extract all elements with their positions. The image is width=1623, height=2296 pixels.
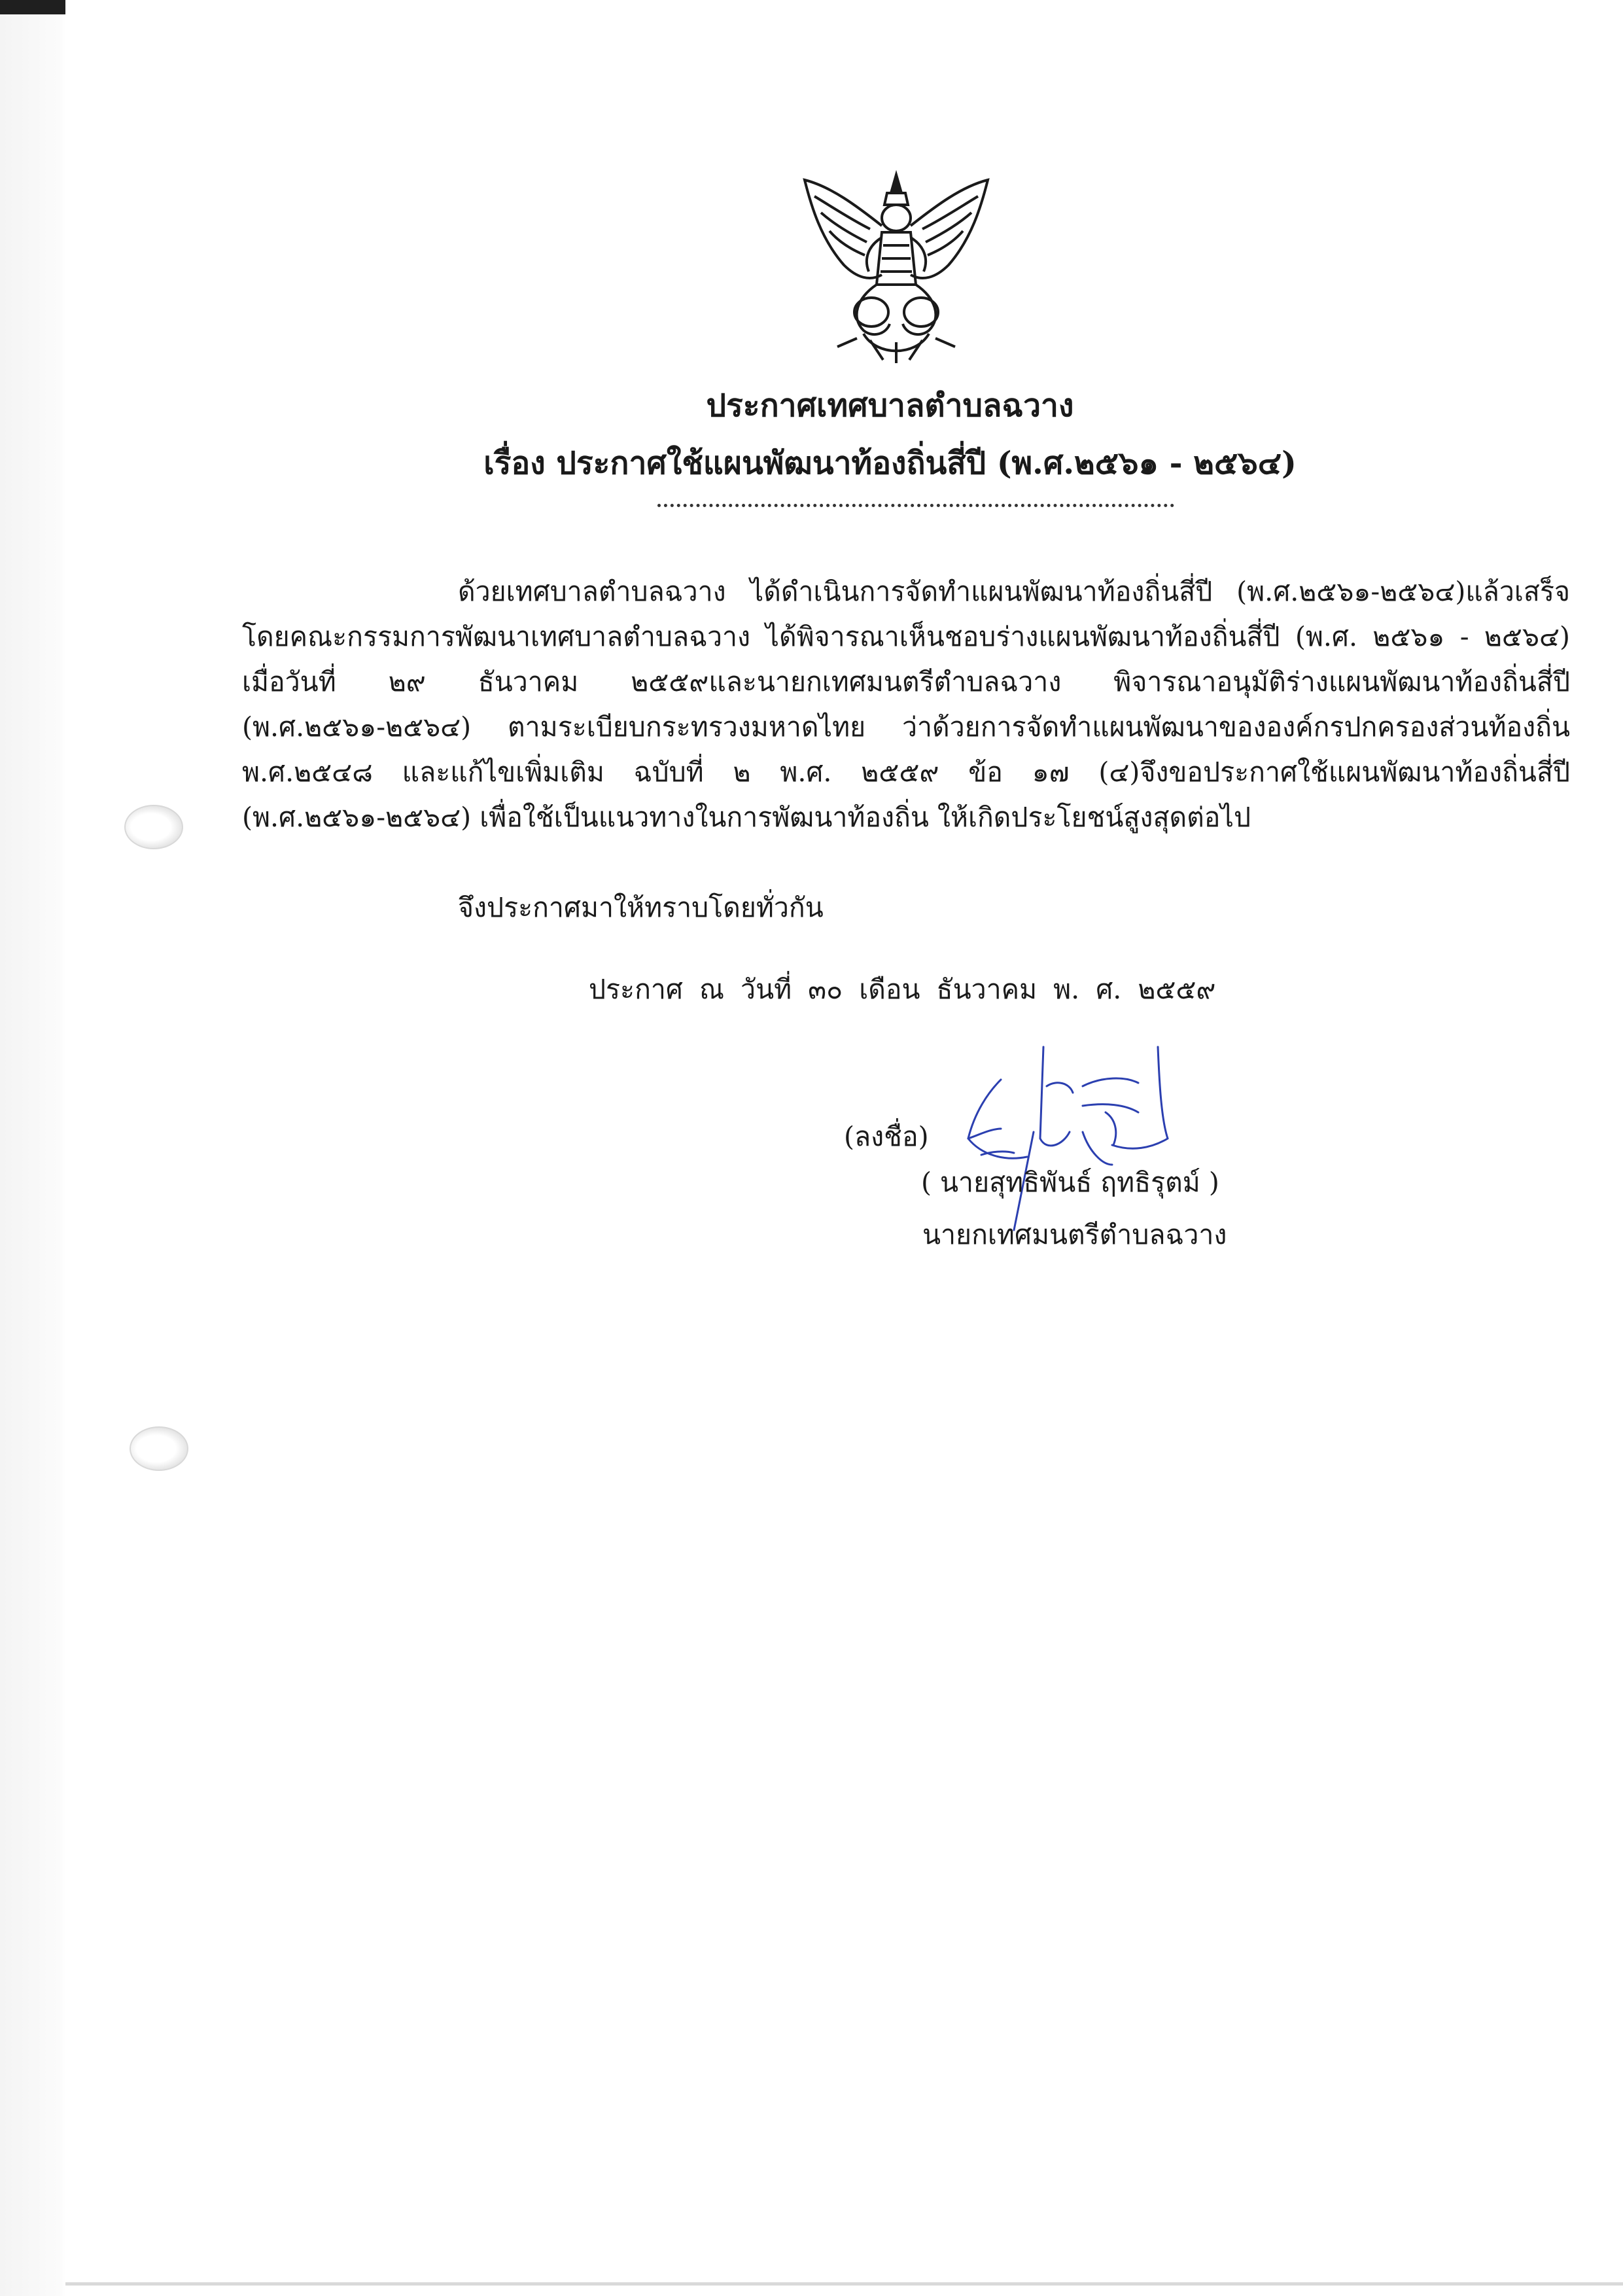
signature-label: (ลงชื่อ) — [844, 1121, 929, 1152]
garuda-emblem-icon — [792, 167, 1001, 370]
closing-statement: จึงประกาศมาให้ทราบโดยทั่วกัน — [458, 892, 824, 923]
punch-hole-lower — [130, 1426, 188, 1471]
announcement-date: ประกาศ ณ วันที่ ๓๐ เดือน ธันวาคม พ. ศ. ๒๕๕๙ — [589, 974, 1216, 1005]
scan-left-edge — [0, 0, 65, 2296]
punch-hole-upper — [124, 805, 183, 849]
signer-name: ( นายสุทธิพันธ์ ฤทธิรุตม์ ) — [921, 1167, 1219, 1198]
scan-corner-mark — [0, 0, 65, 14]
handwritten-signature — [942, 1040, 1204, 1237]
announcement-title: ประกาศเทศบาลตำบลฉวาง — [706, 387, 1074, 424]
announcement-subject: เรื่อง ประกาศใช้แผนพัฒนาท้องถิ่นสี่ปี (พ.ศ.๒๕๖๑ - ๒๕๖๔) — [483, 445, 1297, 482]
body-paragraph: ด้วยเทศบาลตำบลฉวาง ได้ดำเนินการจัดทำแผนพัฒนาท้องถิ่นสี่ปี (พ.ศ.๒๕๖๑-๒๕๖๔)แล้วเสร็จ โดยคณะกรรมการพัฒนาเทศบาลตำบลฉวาง ได้พิจารณาเห็นชอบร่างแผนพัฒนาท้องถิ่นสี่ปี (พ.ศ. ๒๕๖๑ - ๒๕๖๔) เมื่อวันที่ ๒๙ ธันวาคม ๒๕๕๙และนายกเทศมนตรีตำบลฉวาง พิจารณาอนุมัติร่างแผนพัฒนาท้องถิ่นสี่ปี (พ.ศ.๒๕๖๑-๒๕๖๔) ตามระเบียบกระทรวงมหาดไทย ว่าด้วยการจัดทำแผนพัฒนาขององค์กรปกครองส่วนท้องถิ่น พ.ศ.๒๕๔๘ และแก้ไขเพิ่มเติม ฉบับที่ ๒ พ.ศ. ๒๕๕๙ ข้อ ๑๗ (๔)จึงขอประกาศใช้แผนพัฒนาท้องถิ่นสี่ปี (พ.ศ.๒๕๖๑-๒๕๖๔) เพื่อใช้เป็นแนวทางในการพัฒนาท้องถิ่น ให้เกิดประโยชน์สูงสุดต่อไป — [242, 576, 1570, 833]
page-bottom-edge — [65, 2282, 1623, 2286]
dotted-divider — [657, 504, 1174, 507]
signer-position: นายกเทศมนตรีตำบลฉวาง — [922, 1219, 1227, 1250]
